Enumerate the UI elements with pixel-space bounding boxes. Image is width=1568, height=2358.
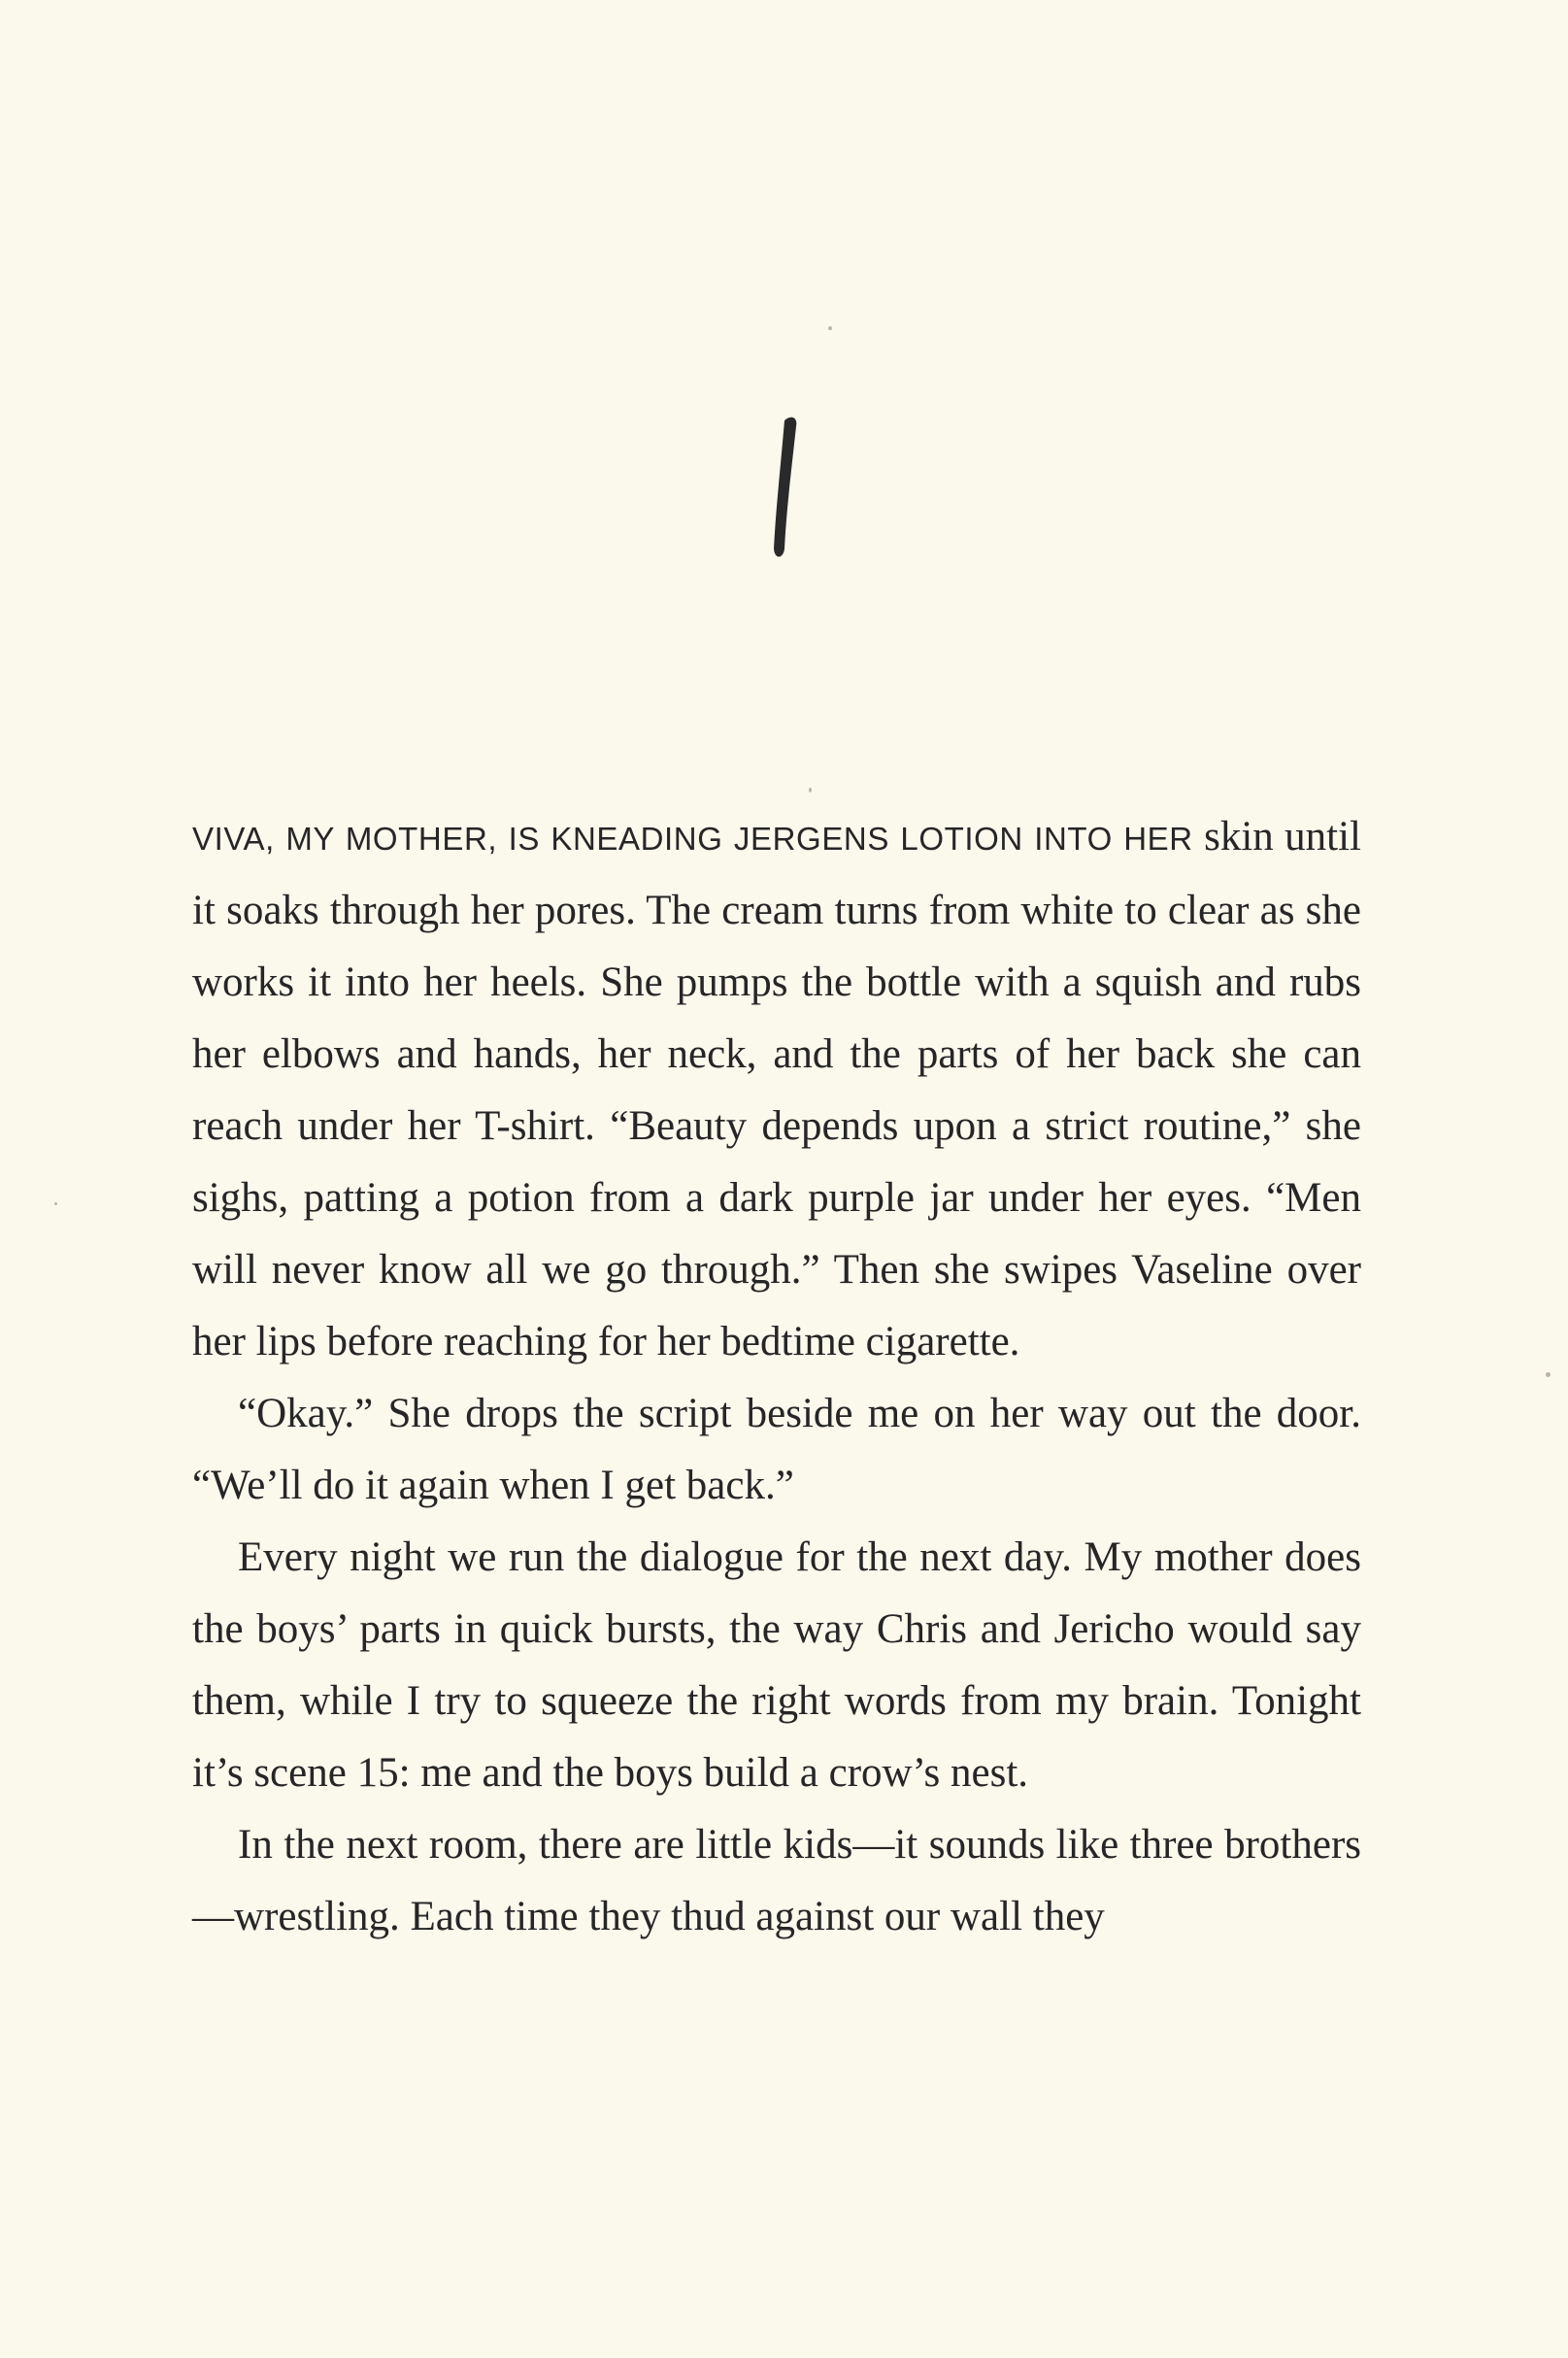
chapter-body-text bbox=[192, 801, 1361, 1953]
chapter-number-1 bbox=[738, 393, 835, 588]
opening-small-caps: VIVA, MY MOTHER, IS KNEADING JERGENS LOTION INTO HER bbox=[192, 821, 1193, 857]
paper-speck bbox=[809, 788, 812, 792]
paragraph-4: In the next room, there are little kids—it sounds like three brothers—wrestling. Each time they thud against our wall they bbox=[192, 1822, 1361, 1939]
paragraph-1-text: skin until it soaks through her pores. The cream turns from white to clear as she works it into her heels. She pumps the bottle with a squish and rubs her elbows and hands, her neck, and the parts of her back she can reach under her T-shirt. “Beauty depends upon a strict routine,” she sighs, patting a potion from a dark purple jar under her eyes. “Men will never know all we go through.” Then she swipes Vaseline over her lips before reaching for her bedtime cigarette. bbox=[192, 814, 1362, 1364]
paper-speck bbox=[1546, 1372, 1551, 1377]
paragraph-1 bbox=[192, 801, 1361, 1378]
paper-speck bbox=[828, 326, 832, 330]
paragraph-2: “Okay.” She drops the script beside me on her way out the door. “We’ll do it again when I get back.” bbox=[192, 1391, 1361, 1508]
paragraph-3: Every night we run the dialogue for the next day. My mother does the boys’ parts in quick bursts, the way Chris and Jericho would say them, while I try to squeeze the right words from my brain. Tonight it’s scene 15: me and the boys build a crow’s nest. bbox=[192, 1534, 1361, 1796]
paper-speck bbox=[54, 1202, 57, 1205]
